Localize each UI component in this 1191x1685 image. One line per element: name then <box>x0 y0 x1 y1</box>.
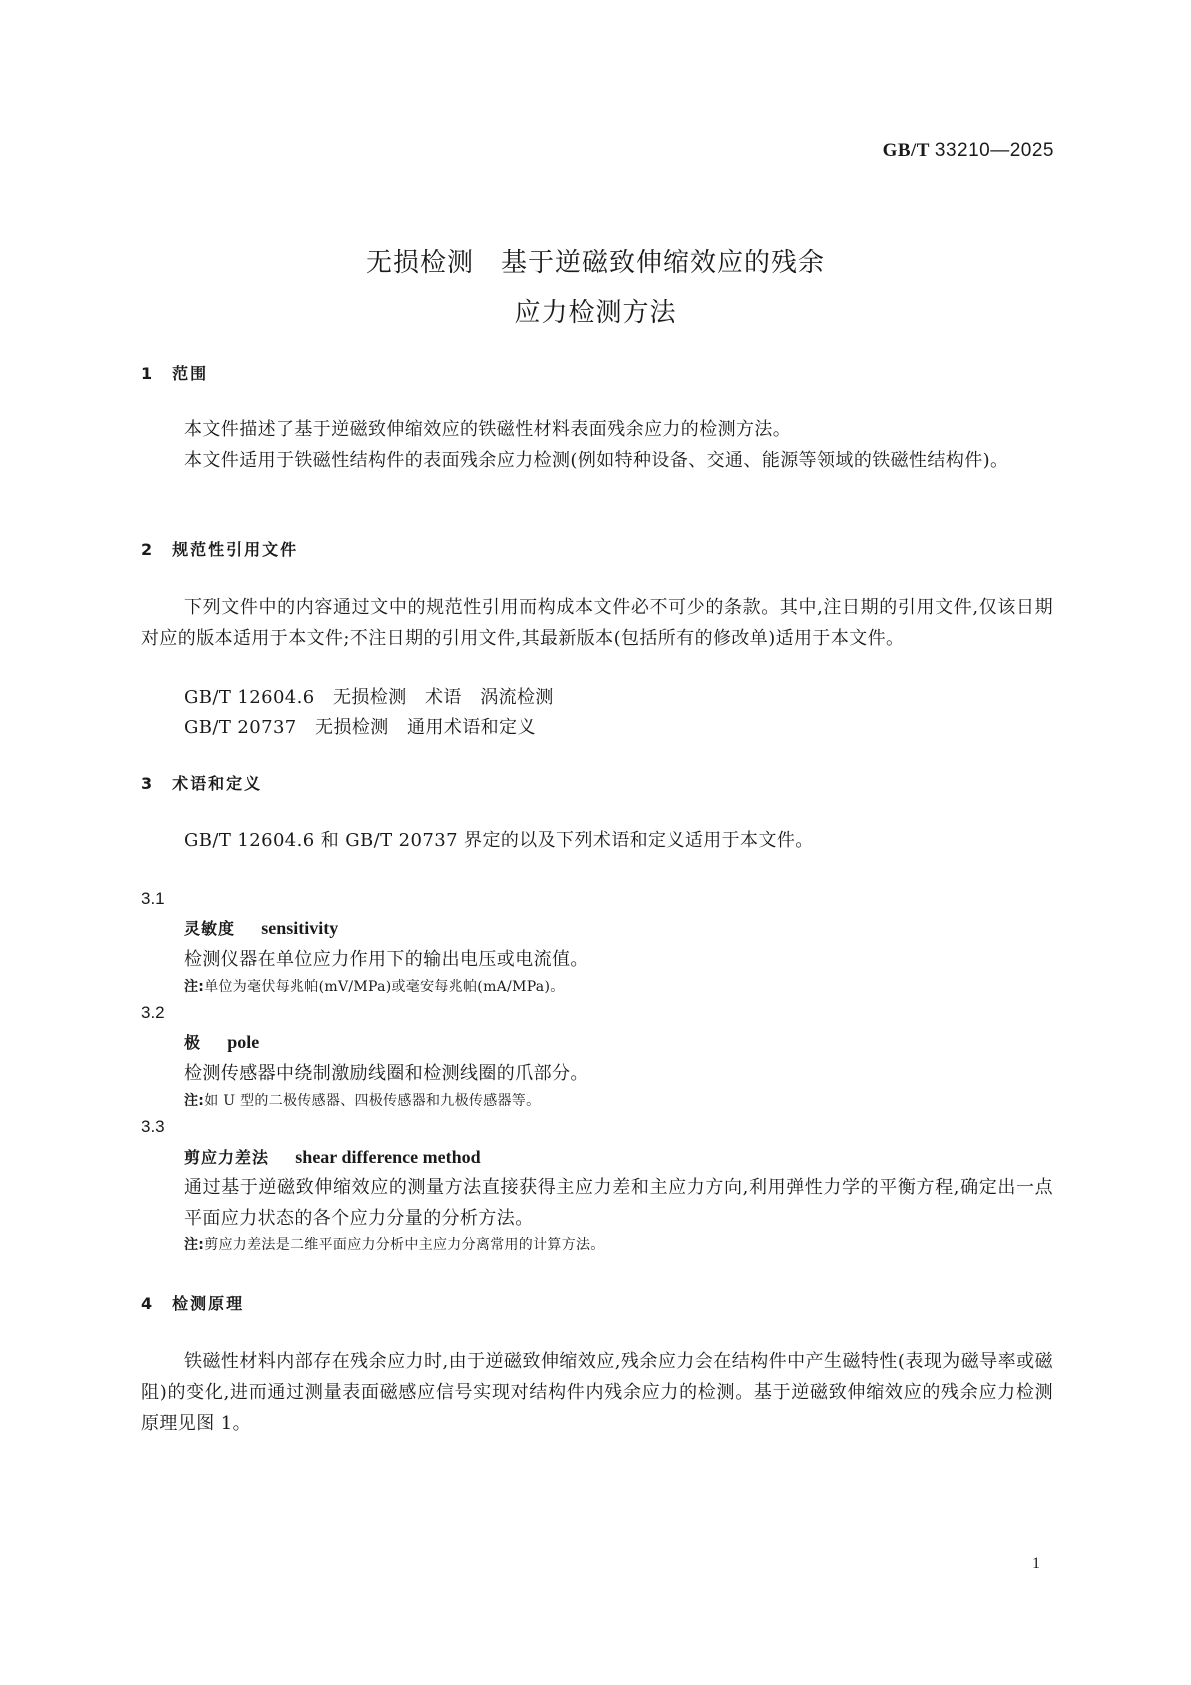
term-note <box>184 976 565 996</box>
reference-item-2: GB/T 20737 无损检测 通用术语和定义 <box>184 717 536 738</box>
term-definition <box>184 1172 1053 1234</box>
term-zh: 灵敏度 <box>184 919 236 938</box>
section-2-paragraph: 下列文件中的内容通过文中的规范性引用而构成本文件必不可少的条款。其中,注日期的引用文件,仅该日期对应的版本适用于本文件;不注日期的引用文件,其最新版本(包括所有的修改单)适用于本文件。 <box>141 597 1053 649</box>
section-1-paragraph-2: 本文件适用于铁磁性结构件的表面残余应力检测(例如特种设备、交通、能源等领域的铁磁性结构件)。 <box>184 450 1009 471</box>
page-number: 1 <box>1032 1555 1040 1572</box>
note-label: 注: <box>184 1093 205 1109</box>
term-note <box>184 1234 605 1254</box>
term-title <box>184 1030 259 1053</box>
term-title <box>184 916 338 939</box>
term-zh: 极 <box>184 1033 202 1052</box>
term-zh: 剪应力差法 <box>184 1148 270 1167</box>
term-number: 3.1 <box>141 889 165 908</box>
term-number: 3.3 <box>141 1117 165 1136</box>
reference-item-1: GB/T 12604.6 无损检测 术语 涡流检测 <box>184 687 554 708</box>
section-4-paragraph: 铁磁性材料内部存在残余应力时,由于逆磁致伸缩效应,残余应力会在结构件中产生磁特性(表现为磁导率或磁阻)的变化,进而通过测量表面磁感应信号实现对结构件内残余应力的检测。基于逆磁致伸缩效应的残余应力检测原理见图 1。 <box>141 1351 1053 1434</box>
note-label: 注: <box>184 1237 205 1253</box>
standard-number <box>883 140 1054 162</box>
section-2-heading: 2 规范性引用文件 <box>141 540 299 559</box>
term-number: 3.2 <box>141 1003 165 1022</box>
note-text: 单位为毫伏每兆帕(mV/MPa)或毫安每兆帕(mA/MPa)。 <box>204 979 565 995</box>
section-3-intro: GB/T 12604.6 和 GB/T 20737 界定的以及下列术语和定义适用于本文件。 <box>184 830 814 851</box>
section-1-paragraph-1: 本文件描述了基于逆磁致伸缩效应的铁磁性材料表面残余应力的检测方法。 <box>184 419 792 440</box>
document-title <box>0 238 1191 338</box>
term-note <box>184 1090 540 1110</box>
term-definition: 检测传感器中绕制激励线圈和检测线圈的爪部分。 <box>184 1063 589 1084</box>
standard-year: 33210—2025 <box>934 140 1054 161</box>
term-definition-text: 通过基于逆磁致伸缩效应的测量方法直接获得主应力差和主应力方向,利用弹性力学的平衡方程,确定出一点平面应力状态的各个应力分量的分析方法。 <box>184 1177 1053 1229</box>
section-4-heading: 4 检测原理 <box>141 1294 245 1313</box>
term-definition: 检测仪器在单位应力作用下的输出电压或电流值。 <box>184 949 589 970</box>
title-line-1: 无损检测 基于逆磁致伸缩效应的残余 <box>365 248 825 278</box>
term-en: sensitivity <box>261 918 339 938</box>
term-en: shear difference method <box>295 1147 481 1167</box>
section-1-heading: 1 范围 <box>141 364 209 383</box>
title-line-2: 应力检测方法 <box>514 298 677 328</box>
standard-prefix: GB/T <box>882 140 930 161</box>
section-3-heading: 3 术语和定义 <box>141 774 263 793</box>
note-label: 注: <box>184 979 205 995</box>
note-text: 如 U 型的二极传感器、四极传感器和九极传感器等。 <box>204 1093 541 1109</box>
note-text: 剪应力差法是二维平面应力分析中主应力分离常用的计算方法。 <box>204 1237 605 1253</box>
term-title <box>184 1145 481 1168</box>
term-en: pole <box>227 1032 260 1052</box>
